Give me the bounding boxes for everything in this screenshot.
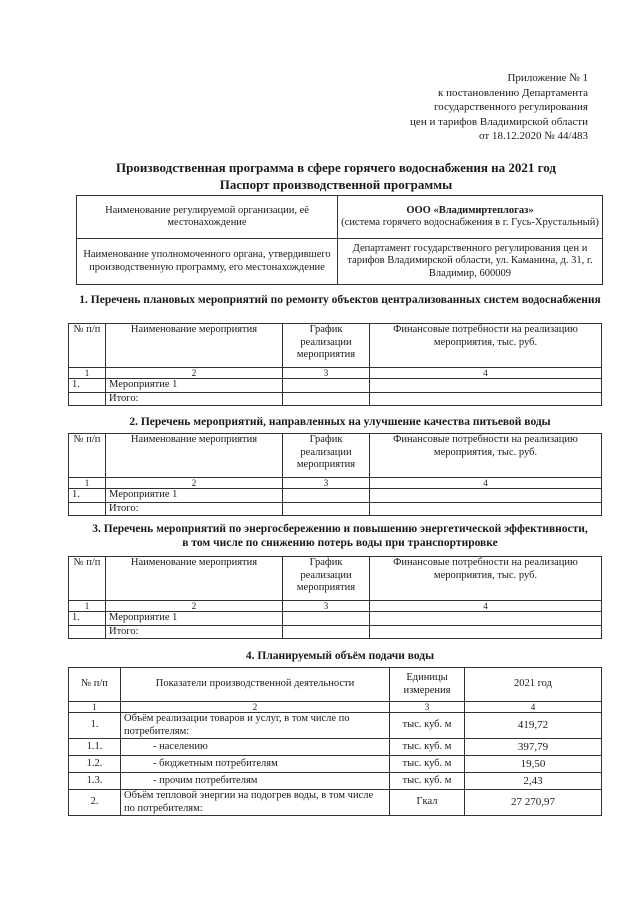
row-schedule [283,392,370,406]
index-cell: 3 [283,478,370,489]
row-schedule [283,502,370,516]
row-finance [370,502,602,516]
organization-name: ООО «Владимиртеплогаз» [406,204,534,216]
table-row [69,713,602,739]
row-indicator: Объём реализации товаров и услуг, в том числе по потребителям: [121,713,390,739]
row-schedule [283,489,370,503]
row-value: 397,79 [465,739,602,756]
section-2-title: 2. Перечень мероприятий, направленных на улучшение качества питьевой воды [129,416,551,428]
row-num [69,502,106,516]
section-1-title: 1. Перечень плановых мероприятий по ремонту объектов централизованных систем водоснабжения [79,294,601,306]
index-cell: 1 [69,601,106,612]
index-cell: 4 [465,702,602,713]
header-num: № п/п [69,324,106,368]
row-unit: тыс. куб. м [390,739,465,756]
appendix-block [328,71,588,144]
row-indicator: - бюджетным потребителям [121,756,390,773]
organization-system: (система горячего водоснабжения в г. Гусь-Хрустальный) [341,217,599,228]
measures-table-1 [68,323,602,406]
document-title: Производственная программа в сфере горячего водоснабжения на 2021 год [116,160,556,175]
measures-table-3 [68,556,602,639]
header-name: Наименование мероприятия [106,557,283,601]
total-label: Итого: [106,502,283,516]
index-cell: 2 [106,368,283,379]
row-unit: Гкал [390,790,465,816]
row-indicator: Объём тепловой энергии на подогрев воды, в том числе по потребителям: [121,790,390,816]
header-year: 2021 год [465,668,602,702]
passport-label: Наименование регулируемой организации, её местонахождение [77,196,338,239]
row-num: 1. [69,713,121,739]
row-unit: тыс. куб. м [390,773,465,790]
header-finance: Финансовые потребности на реализацию мероприятия, тыс. руб. [370,557,602,601]
section-4-title: 4. Планируемый объём подачи воды [245,650,435,662]
row-num: 1.2. [69,756,121,773]
header-finance: Финансовые потребности на реализацию мероприятия, тыс. руб. [370,434,602,478]
measures-table-2 [68,433,602,516]
row-indicator: - прочим потребителям [121,773,390,790]
header-schedule: График реализации мероприятия [283,557,370,601]
row-indicator: - населению [121,739,390,756]
passport-label: Наименование уполномоченного органа, утвердившего производственную программу, его местонахождение [77,239,338,285]
header-name: Наименование мероприятия [106,324,283,368]
header-name: Наименование мероприятия [106,434,283,478]
table-row [69,773,602,790]
passport-value: Департамент государственного регулирования цен и тарифов Владимирской области, ул. Каманина, д. 31, г. Владимир, 600009 [338,239,603,285]
header-unit: Единицы измерения [390,668,465,702]
index-cell: 3 [283,601,370,612]
total-label: Итого: [106,625,283,639]
index-cell: 3 [390,702,465,713]
row-schedule [283,625,370,639]
row-num: 1. [69,379,106,393]
header-schedule: График реализации мероприятия [283,324,370,368]
table-row [69,756,602,773]
row-value: 19,50 [465,756,602,773]
index-cell: 4 [370,478,602,489]
row-num [69,625,106,639]
row-finance [370,612,602,626]
index-cell: 2 [121,702,390,713]
row-name: Мероприятие 1 [106,489,283,503]
row-num: 1.1. [69,739,121,756]
passport-value [338,196,603,239]
index-cell: 4 [370,368,602,379]
header-num: № п/п [69,668,121,702]
total-label: Итого: [106,392,283,406]
index-cell: 2 [106,478,283,489]
index-cell: 1 [69,702,121,713]
header-num: № п/п [69,557,106,601]
row-value: 27 270,97 [465,790,602,816]
appendix-line: цен и тарифов Владимирской области [410,115,588,128]
row-finance [370,489,602,503]
appendix-line: к постановлению Департамента [437,86,588,99]
row-finance [370,625,602,639]
header-finance: Финансовые потребности на реализацию мероприятия, тыс. руб. [370,324,602,368]
row-schedule [283,379,370,393]
table-row [69,739,602,756]
passport-table [76,195,603,285]
row-num: 2. [69,790,121,816]
appendix-line: от 18.12.2020 № 44/483 [479,130,588,142]
header-schedule: График реализации мероприятия [283,434,370,478]
index-cell: 1 [69,478,106,489]
index-cell: 2 [106,601,283,612]
header-num: № п/п [69,434,106,478]
header-indicator: Показатели производственной деятельности [121,668,390,702]
row-schedule [283,612,370,626]
document-subtitle: Паспорт производственной программы [219,177,453,192]
row-name: Мероприятие 1 [106,612,283,626]
index-cell: 4 [370,601,602,612]
index-cell: 3 [283,368,370,379]
row-num [69,392,106,406]
row-num: 1.3. [69,773,121,790]
row-name: Мероприятие 1 [106,379,283,393]
row-unit: тыс. куб. м [390,756,465,773]
row-value: 2,43 [465,773,602,790]
appendix-line: государственного регулирования [433,101,588,113]
row-finance [370,392,602,406]
table-row [69,790,602,816]
row-num: 1. [69,612,106,626]
row-unit: тыс. куб. м [390,713,465,739]
row-num: 1. [69,489,106,503]
row-value: 419,72 [465,713,602,739]
section-3-title: 3. Перечень мероприятий по энергосбережению и повышению энергетической эффективности, в том числе по снижению потерь воды при транспортировке [92,523,588,549]
appendix-line: Приложение № 1 [507,72,588,84]
index-cell: 1 [69,368,106,379]
volume-table [68,667,602,816]
row-finance [370,379,602,393]
